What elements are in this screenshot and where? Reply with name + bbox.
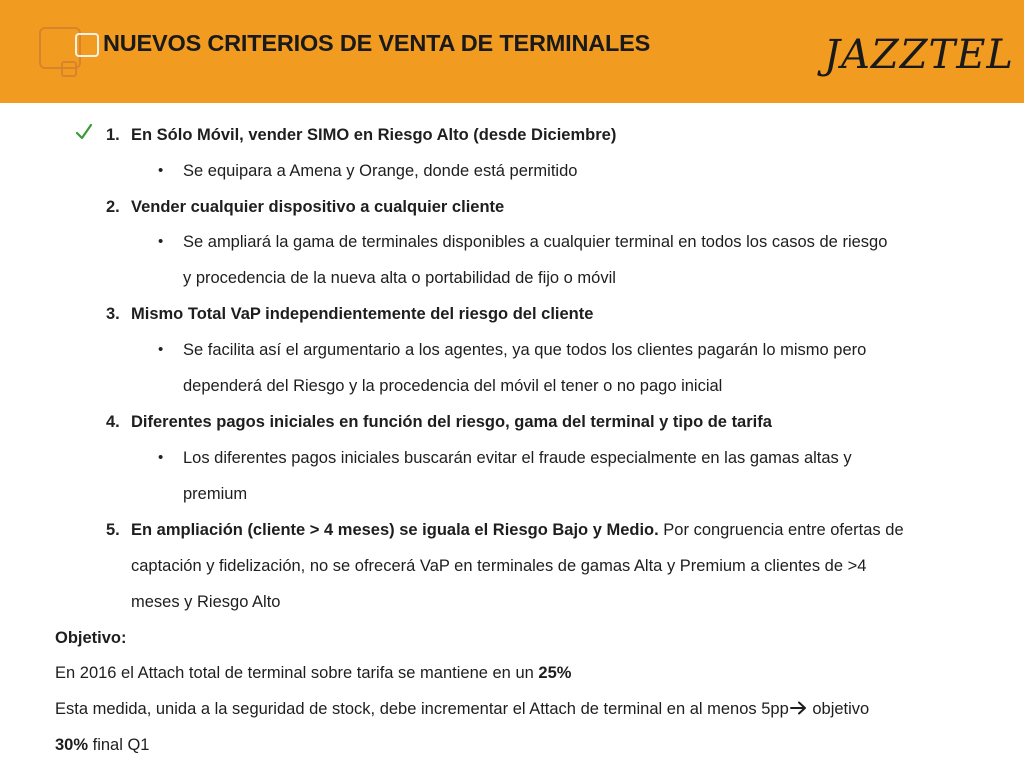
objective-text: En 2016 el Attach total de terminal sobre tarifa se mantiene en un <box>55 664 539 682</box>
objective-value: 30% <box>55 736 89 754</box>
bullet-text: premium <box>183 485 248 503</box>
overlapping-squares-icon <box>38 26 102 78</box>
objective-line-3 <box>55 735 149 755</box>
objective-value: 25% <box>538 664 572 682</box>
item-number: 1. <box>106 126 120 144</box>
objective-line-2 <box>55 699 869 719</box>
item-heading: Vender cualquier dispositivo a cualquier cliente <box>131 198 505 216</box>
bullet-dot: • <box>158 449 164 466</box>
item-number: 4. <box>106 413 120 431</box>
bullet-dot: • <box>158 233 164 250</box>
item-heading-bold: En ampliación (cliente > 4 meses) se iguala el Riesgo Bajo y Medio. <box>131 521 659 539</box>
checkmark-icon <box>74 122 94 142</box>
item-text: captación y fidelización, no se ofrecerá VaP en terminales de gamas Alta y Premium a clientes de >4 <box>131 557 867 575</box>
bullet-dot: • <box>158 162 164 179</box>
bullet-text: Se equipara a Amena y Orange, donde está permitido <box>183 162 578 180</box>
objective-text: objetivo <box>807 700 870 718</box>
objective-text: Esta medida, unida a la seguridad de stock, debe incrementar el Attach de terminal en al menos 5pp <box>55 700 789 718</box>
item-heading: Diferentes pagos iniciales en función del riesgo, gama del terminal y tipo de tarifa <box>131 413 772 431</box>
item-heading: Mismo Total VaP independientemente del riesgo del cliente <box>131 305 594 323</box>
item-number: 5. <box>106 521 120 539</box>
objective-heading: Objetivo: <box>55 629 127 647</box>
objective-text: final Q1 <box>88 736 150 754</box>
item-text: meses y Riesgo Alto <box>131 593 281 611</box>
page-title: NUEVOS CRITERIOS DE VENTA DE TERMINALES <box>103 30 651 56</box>
item-heading-rest: Por congruencia entre ofertas de <box>658 521 904 539</box>
svg-text:JAZZTEL: JAZZTEL <box>824 32 1014 78</box>
item-number: 3. <box>106 305 120 323</box>
item-number: 2. <box>106 198 120 216</box>
bullet-text: Los diferentes pagos iniciales buscarán evitar el fraude especialmente en las gamas altas y <box>183 449 852 467</box>
bullet-text: y procedencia de la nueva alta o portabilidad de fijo o móvil <box>183 269 616 287</box>
arrow-right-icon <box>790 701 808 715</box>
bullet-text: Se ampliará la gama de terminales disponibles a cualquier terminal en todos los casos de riesgo <box>183 233 888 251</box>
bullet-dot: • <box>158 341 164 358</box>
bullet-text: Se facilita así el argumentario a los agentes, ya que todos los clientes pagarán lo mismo pero <box>183 341 867 359</box>
item-heading: En Sólo Móvil, vender SIMO en Riesgo Alto (desde Diciembre) <box>131 126 617 144</box>
bullet-text: dependerá del Riesgo y la procedencia del móvil el tener o no pago inicial <box>183 377 723 395</box>
item-heading <box>131 520 904 540</box>
objective-line-1 <box>55 663 571 683</box>
header-band <box>0 0 1024 103</box>
jazztel-logo <box>820 24 1014 78</box>
